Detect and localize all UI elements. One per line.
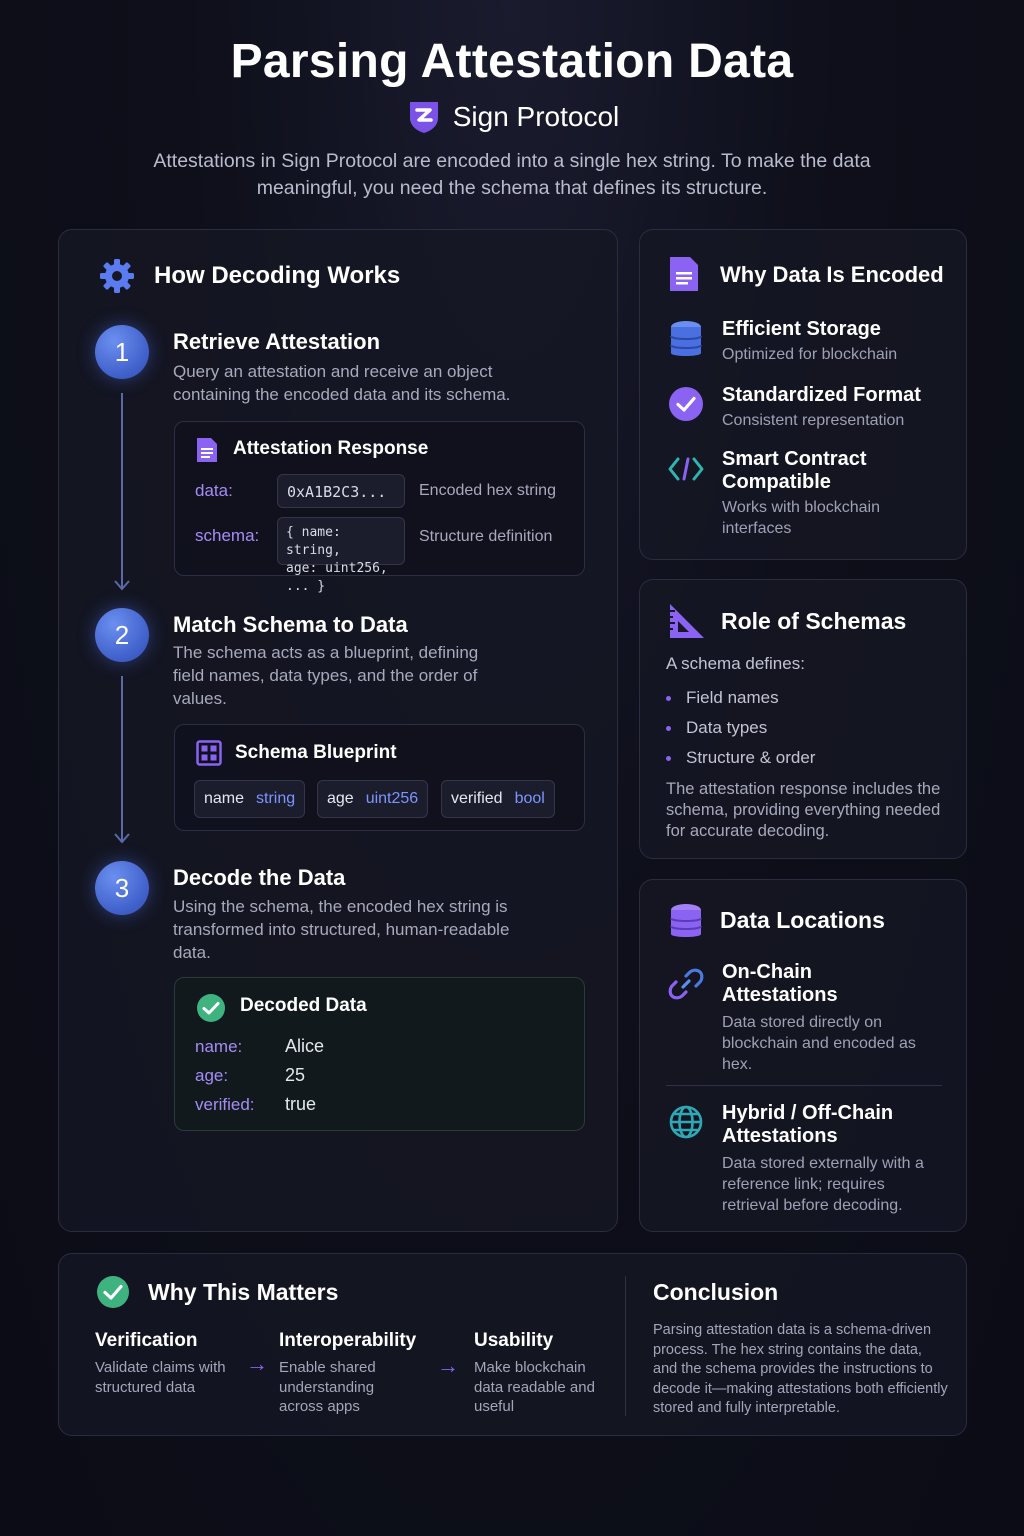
decoded-key-verified: verified: <box>195 1095 255 1114</box>
smart-contract-description-line-2: interfaces <box>722 520 792 537</box>
on-chain-title <box>722 961 838 1007</box>
decoding-panel <box>58 229 618 1232</box>
smart-contract-title-line-2: Compatible <box>722 471 831 493</box>
blueprint-field-label: verified <box>451 790 503 807</box>
step-description-1: Query an attestation and receive an object containing the encoded data and its schema. <box>173 362 511 404</box>
check-circle-icon <box>95 1274 131 1310</box>
step-description-3: Using the schema, the encoded hex string is transformed into structured, human-readable data. <box>173 897 510 962</box>
bottom-divider <box>625 1276 626 1416</box>
why-encoded-title: Why Data Is Encoded <box>720 262 944 287</box>
hybrid-title-line-1: Hybrid / Off-Chain <box>722 1102 894 1124</box>
bottom-panel <box>58 1253 967 1436</box>
decoded-data-card <box>174 977 585 1131</box>
usability-title: Usability <box>474 1330 554 1351</box>
smart-contract-description-line-1: Works with blockchain <box>722 499 880 516</box>
schemas-bullet-2: Data types <box>686 718 768 737</box>
schemas-title: Role of Schemas <box>721 608 907 634</box>
brand <box>0 98 1024 136</box>
check-circle-icon <box>667 385 705 423</box>
conclusion-text: Parsing attestation data is a schema-driven process. The hex string contains the data, and the schema provides the instructions to decode it—making attestations both efficiently stored and fully interpretable. <box>653 1322 948 1416</box>
connector-arrow-1 <box>114 393 130 593</box>
schema-blueprint-title: Schema Blueprint <box>235 742 397 763</box>
why-encoded-panel <box>639 229 967 560</box>
brand-name: Sign Protocol <box>452 101 620 132</box>
blueprint-field-age <box>317 780 428 818</box>
matters-title: Why This Matters <box>148 1279 339 1305</box>
data-key: data: <box>195 481 233 500</box>
data-note: Encoded hex string <box>419 482 556 499</box>
attestation-response-title: Attestation Response <box>233 438 429 459</box>
step-number-2: 2 <box>95 608 149 662</box>
schema-blueprint-card <box>174 724 585 831</box>
locations-title: Data Locations <box>720 907 885 933</box>
document-icon <box>667 254 701 294</box>
blueprint-field-type: uint256 <box>365 790 419 807</box>
schemas-bullet-3: Structure & order <box>686 748 816 767</box>
locations-divider <box>666 1085 942 1086</box>
interoperability-description: Enable shared understanding across apps <box>279 1359 376 1415</box>
hybrid-description: Data stored externally with a reference link; requires retrieval before decoding. <box>722 1155 924 1214</box>
database-icon <box>668 902 704 942</box>
step-number-1: 1 <box>95 325 149 379</box>
standardized-format-description: Consistent representation <box>722 412 905 429</box>
hybrid-title <box>722 1102 893 1148</box>
gear-icon <box>97 256 137 296</box>
attestation-response-card <box>174 421 585 594</box>
document-icon <box>195 436 219 464</box>
page-title: Parsing Attestation Data <box>230 35 794 88</box>
blueprint-field-verified <box>441 780 555 818</box>
database-icon <box>668 319 704 361</box>
smart-contract-title-line-1: Smart Contract <box>722 448 867 470</box>
schema-note: Structure definition <box>419 528 553 545</box>
on-chain-title-line-2: Attestations <box>722 984 838 1006</box>
arrow-right-icon: → <box>437 1353 459 1378</box>
blueprint-field-label: name <box>204 790 245 807</box>
schemas-footer: The attestation response includes the schema, providing everything needed for accurate decoding. <box>666 780 941 840</box>
ruler-triangle-icon <box>667 601 707 641</box>
data-value: 0xA1B2C3... <box>277 474 405 508</box>
efficient-storage-description: Optimized for blockchain <box>722 346 898 363</box>
smart-contract-title <box>722 448 866 494</box>
interoperability-title: Interoperability <box>279 1330 417 1351</box>
schema-value-line-2: age: uint256, ... } <box>286 561 388 594</box>
schema-key: schema: <box>195 526 260 545</box>
grid-icon <box>196 740 222 766</box>
on-chain-description: Data stored directly on blockchain and encoded as hex. <box>722 1014 916 1073</box>
decoded-value-age: 25 <box>285 1065 306 1085</box>
hybrid-title-line-2: Attestations <box>722 1125 838 1147</box>
code-brackets-icon <box>667 454 705 484</box>
step-number-3: 3 <box>95 861 149 915</box>
link-icon <box>668 966 704 1002</box>
decoded-value-verified: true <box>285 1094 317 1114</box>
schemas-bullet-1: Field names <box>686 688 779 707</box>
decoded-data-title: Decoded Data <box>240 995 367 1016</box>
step-title-1: Retrieve Attestation <box>173 329 381 354</box>
verification-description: Validate claims with structured data <box>95 1359 226 1396</box>
verification-title: Verification <box>95 1330 198 1351</box>
usability-description: Make blockchain data readable and useful <box>474 1359 595 1415</box>
decoding-panel-title: How Decoding Works <box>154 262 401 289</box>
schemas-panel <box>639 579 967 859</box>
connector-arrow-2 <box>114 676 130 846</box>
sign-protocol-logo-icon <box>405 98 443 136</box>
blueprint-field-label: age <box>327 790 354 807</box>
efficient-storage-title: Efficient Storage <box>722 318 881 340</box>
globe-icon <box>668 1104 704 1140</box>
schema-value <box>277 517 405 594</box>
schemas-lead: A schema defines: <box>666 654 805 673</box>
blueprint-field-name <box>194 780 305 818</box>
blueprint-field-type: bool <box>514 790 545 807</box>
conclusion-title: Conclusion <box>653 1279 779 1305</box>
decoded-key-age: age: <box>195 1066 229 1085</box>
check-circle-icon <box>195 992 227 1024</box>
arrow-right-icon: → <box>246 1351 268 1376</box>
step-title-2: Match Schema to Data <box>173 612 408 637</box>
intro-text: Attestations in Sign Protocol are encoded into a single hex string. To make the data meaningful, you need the schema that defines its structure. <box>153 150 871 199</box>
schema-value-line-1: { name: string, <box>286 525 341 558</box>
step-title-3: Decode the Data <box>173 865 346 890</box>
decoded-value-name: Alice <box>285 1036 325 1056</box>
step-description-2: The schema acts as a blueprint, defining field names, data types, and the order of values. <box>173 643 479 708</box>
standardized-format-title: Standardized Format <box>722 384 921 406</box>
smart-contract-description <box>722 497 880 539</box>
blueprint-field-type: string <box>256 790 296 807</box>
decoded-key-name: name: <box>195 1037 243 1056</box>
on-chain-title-line-1: On-Chain <box>722 961 812 983</box>
locations-panel <box>639 879 967 1232</box>
